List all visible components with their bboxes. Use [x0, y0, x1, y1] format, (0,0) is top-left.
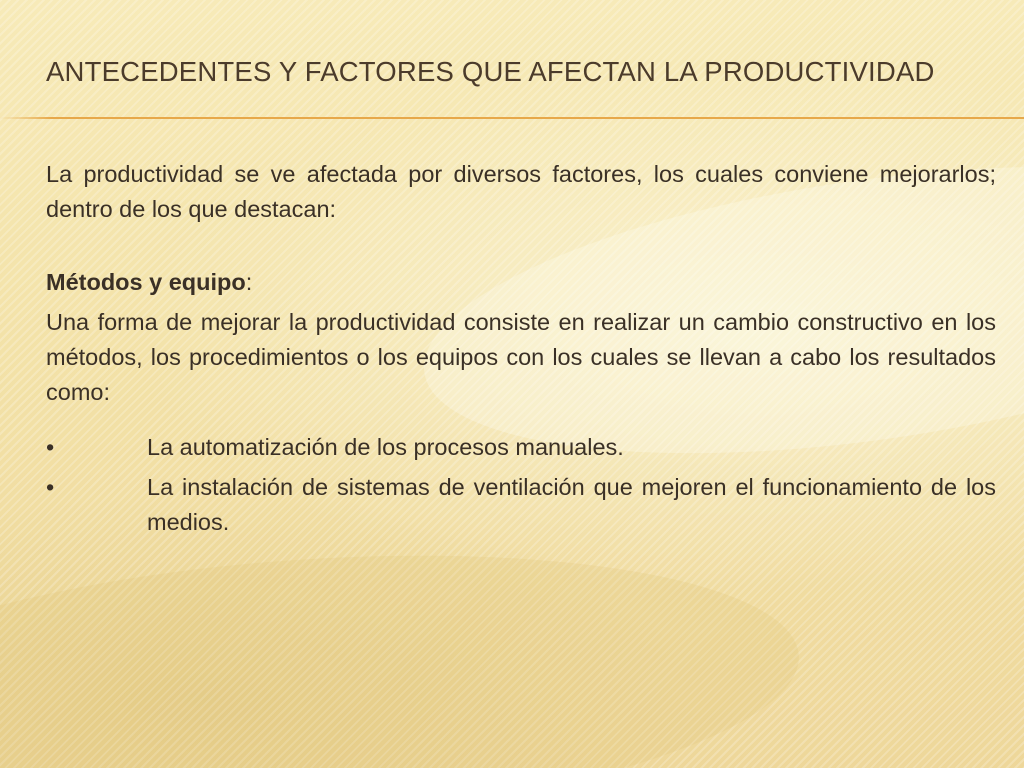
bullet-text: La instalación de sistemas de ventilación que mejoren el funcionamiento de los medios. [147, 474, 996, 535]
list-item [46, 430, 996, 465]
section-heading [46, 265, 996, 300]
bullet-list [46, 430, 996, 540]
list-item [46, 470, 996, 540]
slide-body [46, 157, 996, 545]
section-heading-colon: : [245, 269, 253, 295]
background-wave [0, 525, 808, 768]
title-divider [0, 117, 1024, 119]
bullet-text: La automatización de los procesos manuales. [147, 434, 624, 460]
bullet-icon: • [46, 434, 55, 460]
section-heading-text: Métodos y equipo [46, 269, 246, 295]
intro-paragraph: La productividad se ve afectada por diversos factores, los cuales conviene mejorarlos; dentro de los que destacan: [46, 161, 996, 222]
section-body-paragraph: Una forma de mejorar la productividad consiste en realizar un cambio constructivo en los métodos, los procedimientos o los equipos con los cuales se llevan a cabo los resultados como: [46, 309, 996, 405]
bullet-icon: • [46, 474, 55, 500]
slide-title: ANTECEDENTES Y FACTORES QUE AFECTAN LA PRODUCTIVIDAD [46, 56, 935, 87]
